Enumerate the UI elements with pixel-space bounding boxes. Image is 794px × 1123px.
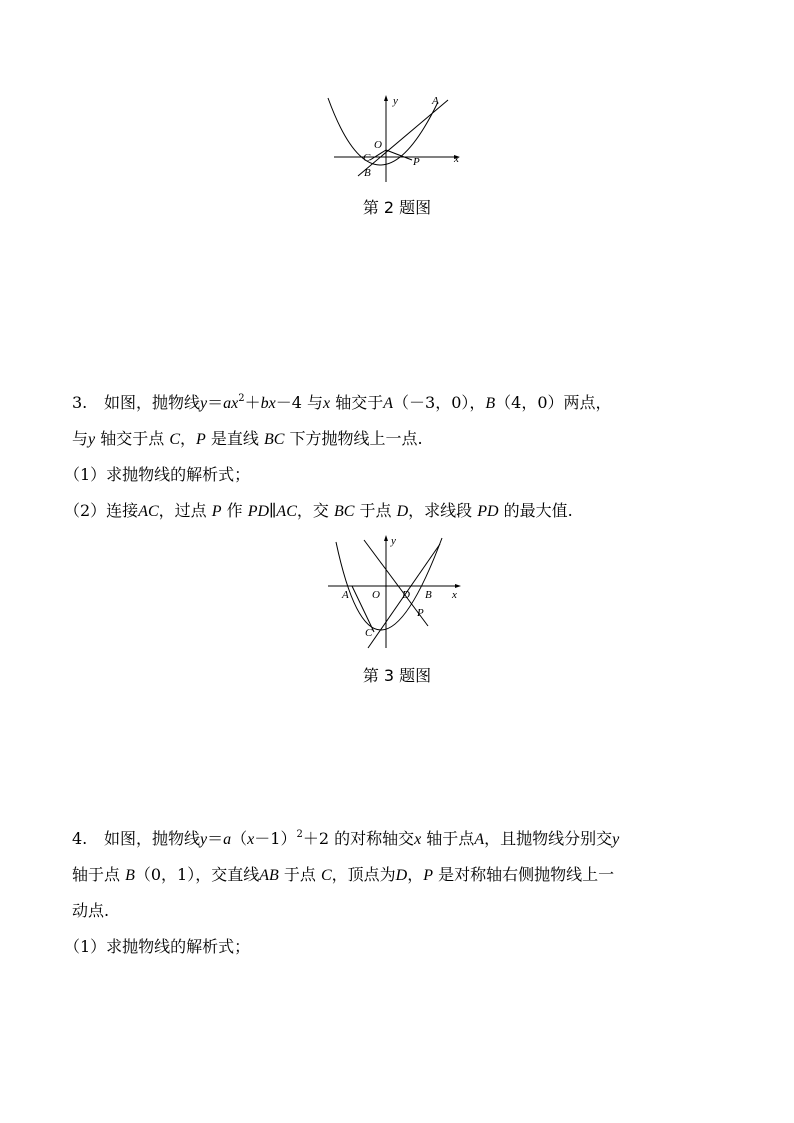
problem-4-number: 4. [72,829,88,848]
problem-3-number: 3. [72,393,88,412]
problem-3-part-2: （2）连接AC，过点 P 作 PD∥AC，交 BC 于点 D，求线段 PD 的最大值. [64,501,573,520]
problem-3-line-2: 与y 轴交于点 C，P 是直线 BC 下方抛物线上一点. [72,429,423,448]
label-A: A [432,95,439,107]
problem-3-part-1: （1）求抛物线的解析式； [64,465,251,484]
label-y: y [391,535,396,547]
y-axis-arrow [384,95,388,101]
label-B: B [425,589,432,601]
label-P: P [417,607,424,619]
label-P: P [413,156,420,168]
figure-3-caption: 第 3 题图 [362,666,432,685]
problem-4-line-3: 动点. [72,901,110,920]
label-O: O [374,139,382,151]
label-x: x [454,153,459,165]
y-axis-arrow [384,535,388,541]
label-A: A [342,589,349,601]
line-AB [358,100,448,176]
label-x: x [452,589,457,601]
label-C: C [365,627,373,639]
figure-problem-3 [322,530,472,652]
problem-4-line-1: 4. 如图，抛物线$y=a(x-1)^2+2$ 的对称轴交x 轴于点A，且抛物线分别交y [72,829,620,848]
problem-3-line-1: 3. 如图，抛物线$y=ax^2+bx-4$ 与x 轴交于A（－3，0），B（4，0）两点， [72,393,612,412]
label-O: O [372,589,380,601]
problem-4-part-1: （1）求抛物线的解析式； [64,937,251,956]
label-D: D [402,589,410,601]
segment-AC [352,586,374,632]
label-y: y [393,95,398,107]
x-axis-arrow [455,584,461,588]
label-B: B [364,167,371,179]
segment-OP [386,150,412,160]
figure-problem-2 [320,90,480,186]
label-C: C [363,152,371,164]
figure-2-caption: 第 2 题图 [362,198,432,217]
problem-4-line-2: 轴于点 B（0，1），交直线AB 于点 C，顶点为D，P 是对称轴右侧抛物线上一 [72,865,615,884]
parabola [336,538,442,630]
